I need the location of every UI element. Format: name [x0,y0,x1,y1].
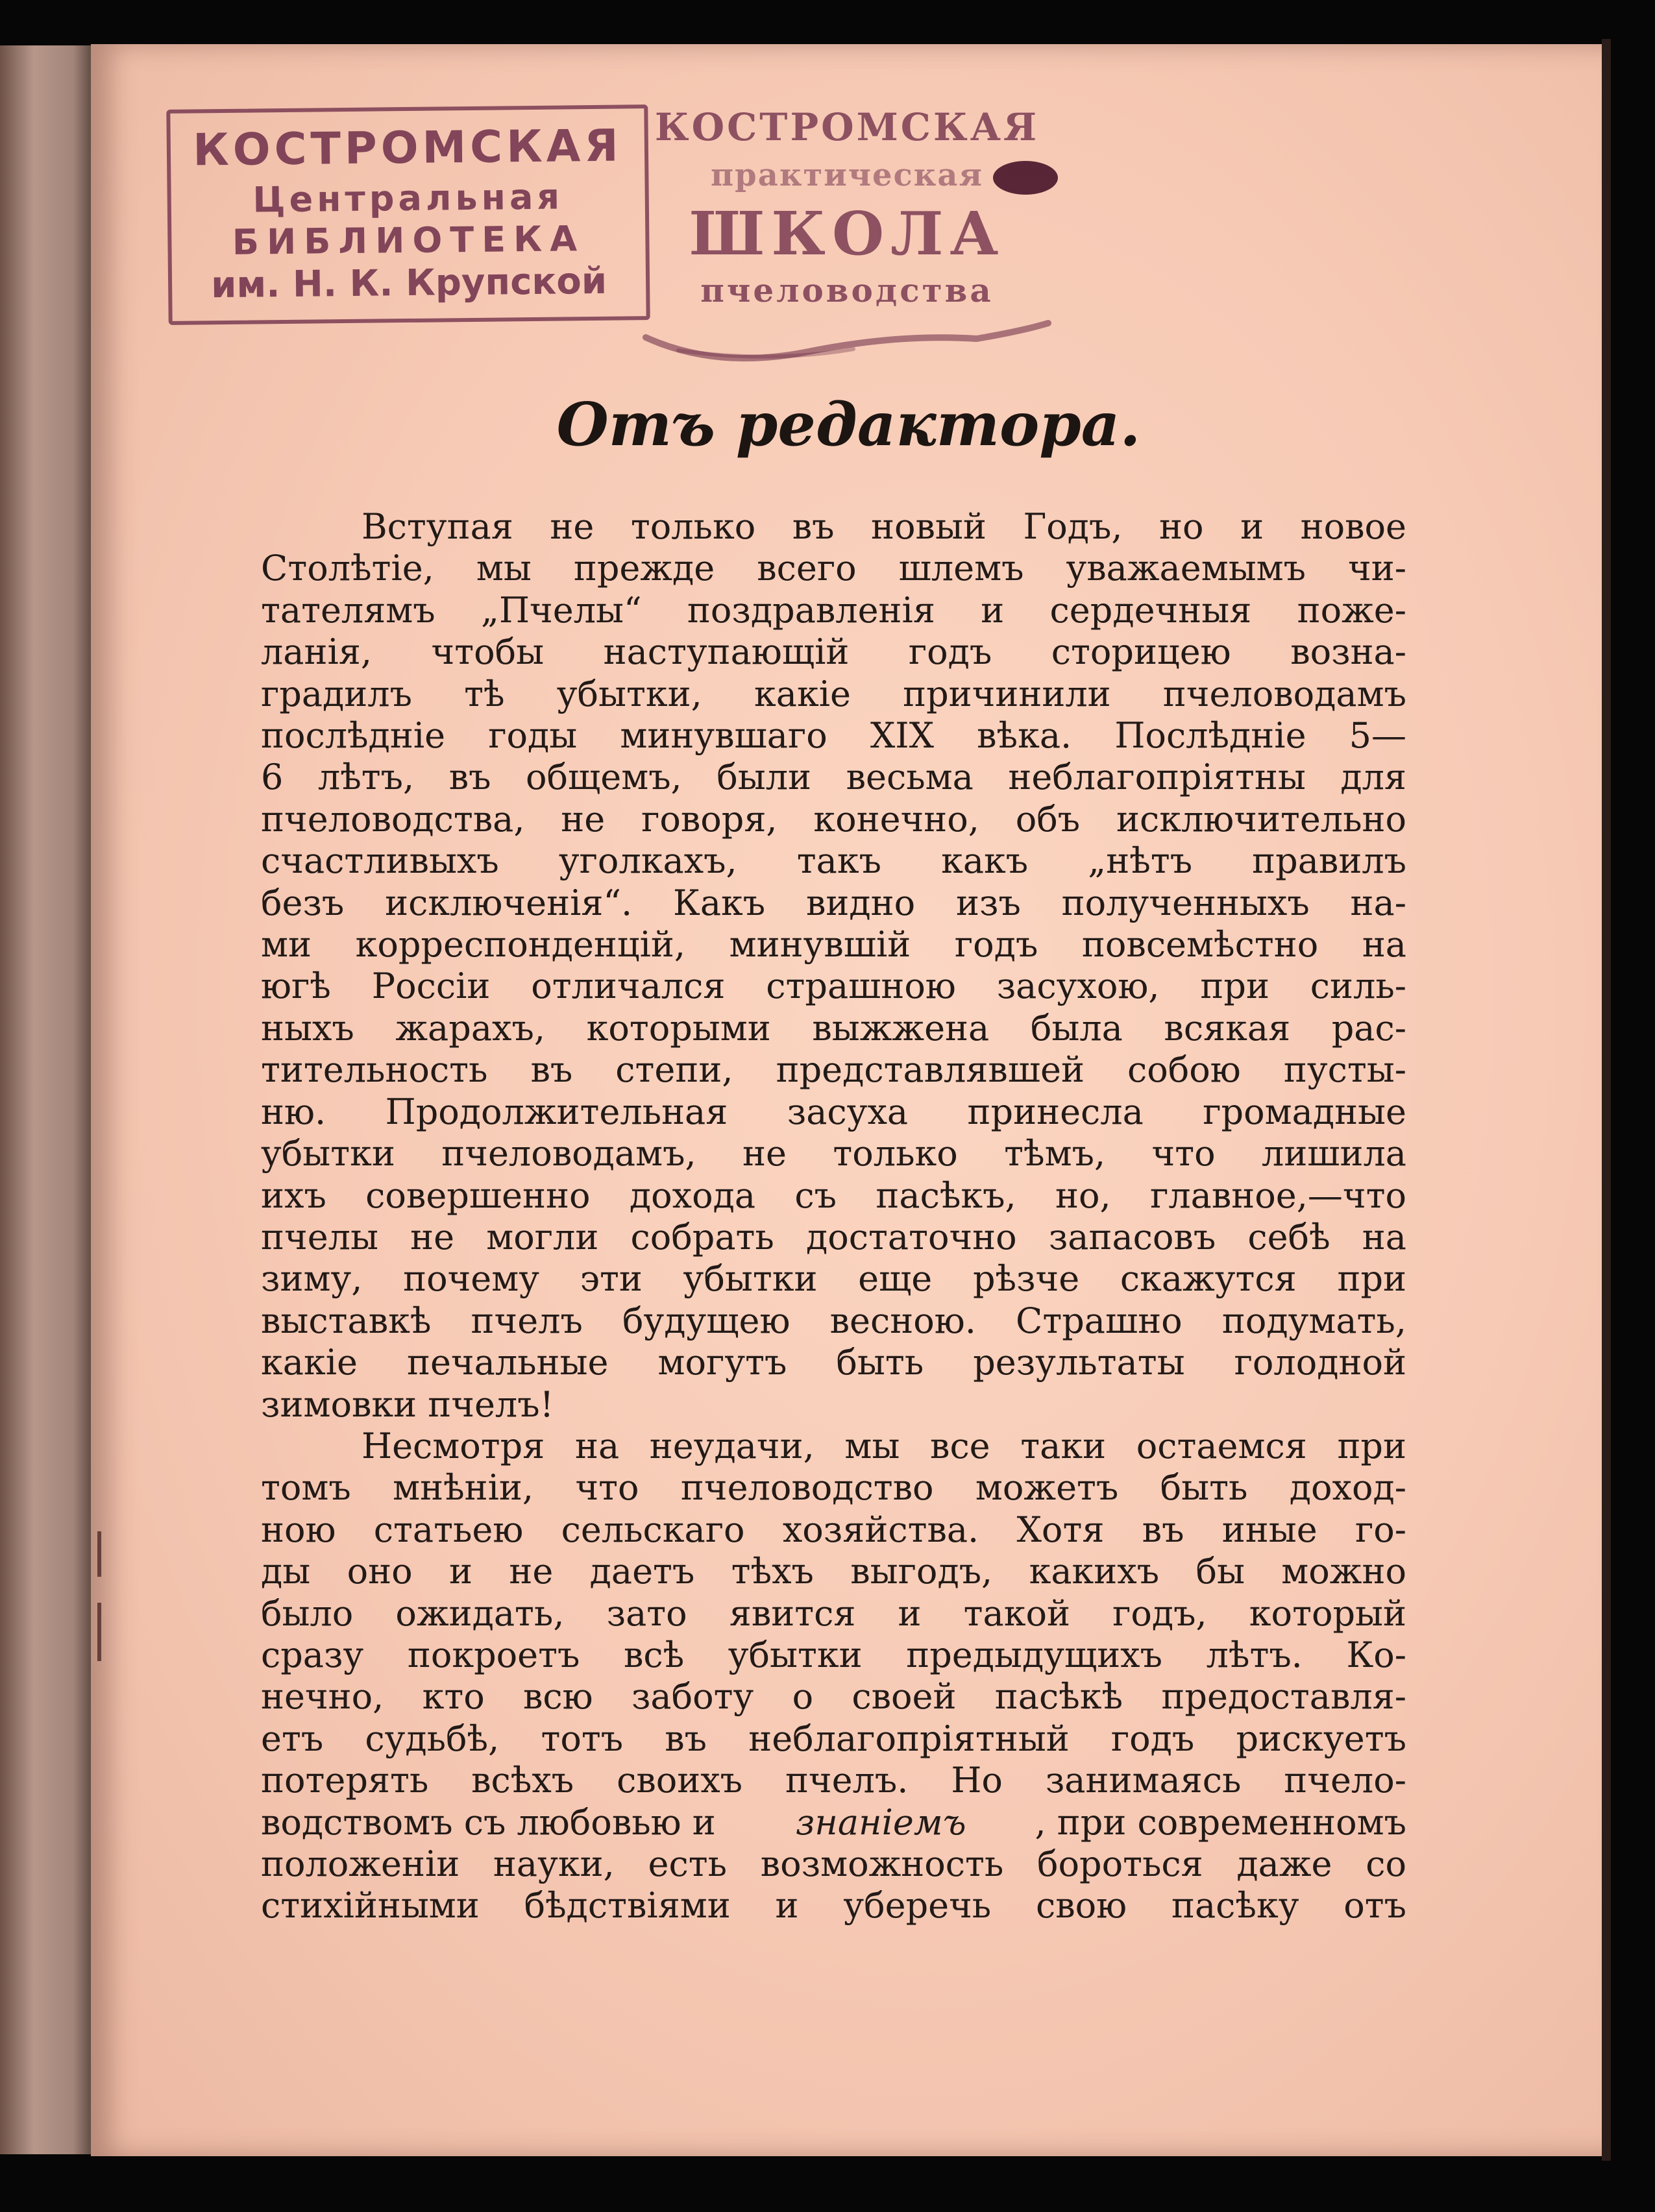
text-line: тительность въ степи, представлявшей собою пусты- [261,1049,1406,1091]
text-line: пчеловодства, не говоря, конечно, объ исключительно [261,798,1406,840]
text-line: сразу покроетъ всѣ убытки предыдущихъ лѣтъ. Ко- [261,1634,1406,1675]
text-line: убытки пчеловодамъ, не только тѣмъ, что лишила [261,1133,1406,1174]
text-line: ныхъ жарахъ, которыми выжжена была всякая рас- [261,1007,1406,1049]
ink-blot-icon [993,161,1058,195]
library-stamp-line: Центральная [252,176,564,221]
text-line: было ожидать, зато явится и такой годъ, который [261,1592,1406,1634]
school-stamp-line: пчеловодства [700,271,994,310]
text-line: потерять всѣхъ своихъ пчелъ. Но занимаясь пчело- [261,1760,1406,1801]
text-line: какіе печальные могутъ быть результаты голодной [261,1342,1406,1383]
emphasis-word: знаніемъ [795,1801,966,1843]
text-line: пчелы не могли собрать достаточно запасовъ себѣ на [261,1216,1406,1258]
text-line-mixed [261,1802,1406,1843]
previous-page-edge [0,45,97,2154]
page-right-edge [1602,39,1611,2161]
text-line: безъ исключенія“. Какъ видно изъ полученныхъ на- [261,882,1406,923]
text-line: зиму, почему эти убытки еще рѣзче скажутся при [261,1258,1406,1300]
text-line: ною статьею сельскаго хозяйства. Хотя въ иные го- [261,1509,1406,1550]
text-line: зимовки пчелъ! [261,1383,554,1425]
text-line: ланія, чтобы наступающій годъ сторицею возна- [261,631,1406,673]
text-segment: , при современномъ [1035,1801,1406,1843]
text-line: томъ мнѣніи, что пчеловодство можетъ быть доход- [261,1467,1406,1509]
article-body [261,506,1406,1927]
library-stamp [166,104,650,325]
text-line: градилъ тѣ убытки, какіе причинили пчеловодамъ [261,673,1406,714]
text-line: Несмотря на неудачи, мы все таки остаемся при [362,1425,1406,1466]
text-line: ми корреспонденцій, минувшій годъ повсемѣстно на [261,924,1406,966]
text-line: нечно, кто всю заботу о своей пасѣкѣ предоставля- [261,1676,1406,1718]
text-line: 6 лѣтъ, въ общемъ, были весьма неблагопріятны для [261,757,1406,798]
text-line: выставкѣ пчелъ будущею весною. Страшно подумать, [261,1300,1406,1341]
library-stamp-line: им. Н. К. Крупской [210,260,607,307]
text-line: етъ судьбѣ, тотъ въ неблагопріятный годъ рискуетъ [261,1718,1406,1759]
text-segment: водствомъ съ любовью и [261,1801,727,1843]
text-line: ды оно и не даетъ тѣхъ выгодъ, какихъ бы можно [261,1551,1406,1592]
margin-mark [97,1531,101,1577]
text-line: ихъ совершенно дохода съ пасѣкъ, но, главное,—что [261,1174,1406,1216]
text-line: счастливыхъ уголкахъ, такъ какъ „нѣтъ правилъ [261,840,1406,882]
text-line: Вступая не только въ новый Годъ, но и новое [362,506,1406,547]
margin-mark [97,1603,101,1661]
school-stamp-line: ШКОЛА [689,199,1005,269]
text-line: стихійными бѣдствіями и уберечь свою пасѣку отъ [261,1885,1406,1926]
text-line: тателямъ „Пчелы“ поздравленія и сердечныя поже- [261,589,1406,631]
school-stamp-line: КОСТРОМСКАЯ [654,105,1040,149]
text-line: ню. Продолжительная засуха принесла громадные [261,1091,1406,1132]
text-line: югѣ Россіи отличался страшною засухою, при силь- [261,966,1406,1007]
stamp-flourish-icon [639,311,1055,370]
library-stamp-line: БИБЛИОТЕКА [232,218,585,263]
text-line: Столѣтіе, мы прежде всего шлемъ уважаемымъ чи- [261,548,1406,589]
article-title: Отъ редактора. [556,389,1141,459]
school-stamp [639,97,1055,370]
school-stamp-line: практическая [711,157,983,193]
text-line: послѣдніе годы минувшаго XIX вѣка. Послѣдніе 5— [261,715,1406,757]
text-line: положеніи науки, есть возможность бороться даже со [261,1843,1406,1884]
library-stamp-line: КОСТРОМСКАЯ [192,120,623,176]
